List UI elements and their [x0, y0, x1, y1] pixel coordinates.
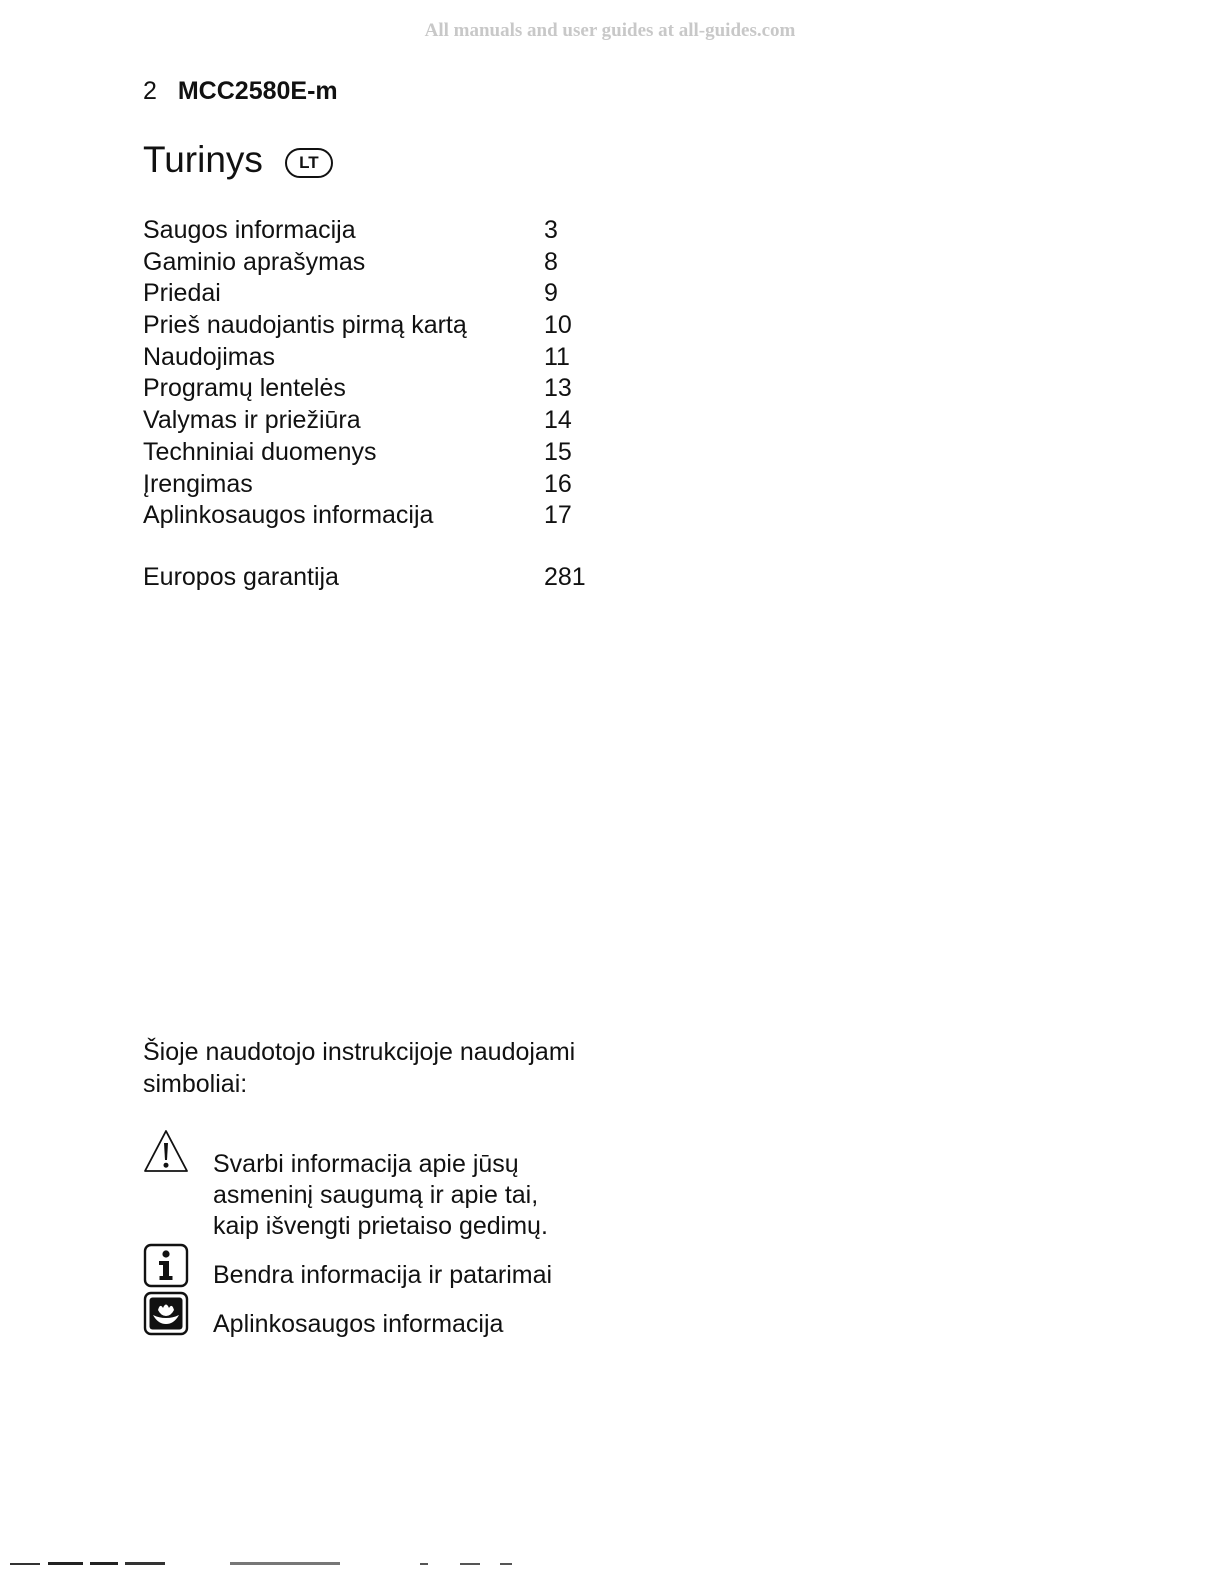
toc-entry[interactable] [143, 562, 603, 594]
toc-title: Įrengimas [143, 469, 253, 498]
page-title: Turinys [143, 139, 263, 180]
symbol-text-line: asmeninį saugumą ir apie tai, [213, 1181, 539, 1209]
toc-entry[interactable] [143, 405, 603, 437]
environment-icon [143, 1291, 189, 1337]
toc-entry[interactable] [143, 373, 603, 405]
toc-page: 15 [544, 437, 572, 466]
toc-page: 281 [544, 563, 586, 591]
symbols-intro-line: simboliai: [143, 1070, 248, 1098]
page-number: 2 [143, 77, 157, 105]
symbol-text [213, 1149, 633, 1242]
toc-entry[interactable] [143, 247, 603, 279]
toc-title: Prieš naudojantis pirmą kartą [143, 311, 467, 340]
symbol-text: Bendra informacija ir patarimai [213, 1261, 553, 1289]
toc-page: 9 [544, 279, 558, 308]
warning-triangle-icon [143, 1128, 189, 1174]
toc-page: 11 [544, 342, 570, 371]
toc-entry[interactable] [143, 469, 603, 501]
toc-title: Aplinkosaugos informacija [143, 501, 434, 530]
toc-page: 16 [544, 469, 572, 498]
toc-entry[interactable] [143, 310, 603, 342]
symbols-intro-line: Šioje naudotojo instrukcijoje naudojami [143, 1038, 576, 1066]
toc-page: 14 [544, 406, 572, 435]
toc-entry[interactable] [143, 342, 603, 374]
toc-title: Priedai [143, 279, 221, 308]
toc-title: Saugos informacija [143, 216, 356, 244]
symbols-intro [143, 1036, 603, 1100]
toc-entry[interactable] [143, 500, 603, 532]
page-header [143, 75, 338, 107]
title-block [143, 137, 333, 183]
toc-title: Valymas ir priežiūra [143, 406, 361, 435]
print-marks [0, 1560, 1220, 1583]
language-badge: LT [285, 148, 333, 178]
toc-page: 13 [544, 374, 572, 403]
toc-entry[interactable] [143, 215, 603, 247]
symbol-text: Aplinkosaugos informacija [213, 1310, 504, 1338]
toc-title: Techniniai duomenys [143, 437, 377, 466]
toc-warranty [143, 562, 603, 594]
symbol-text-line: Svarbi informacija apie jūsų [213, 1150, 519, 1178]
toc-title: Gaminio aprašymas [143, 247, 366, 276]
info-icon [143, 1243, 189, 1289]
toc-title: Naudojimas [143, 342, 276, 371]
toc-entry[interactable] [143, 437, 603, 469]
model-name: MCC2580E-m [177, 77, 338, 105]
toc-page: 3 [544, 216, 558, 244]
watermark: All manuals and user guides at all-guides.com [424, 20, 796, 41]
toc-page: 10 [544, 311, 572, 340]
symbol-text-line: kaip išvengti prietaiso gedimų. [213, 1212, 548, 1240]
toc-title: Programų lentelės [143, 374, 346, 403]
toc-entry[interactable] [143, 278, 603, 310]
toc-title: Europos garantija [143, 563, 339, 591]
table-of-contents [143, 215, 603, 532]
toc-page: 17 [544, 501, 572, 530]
toc-page: 8 [544, 247, 558, 276]
